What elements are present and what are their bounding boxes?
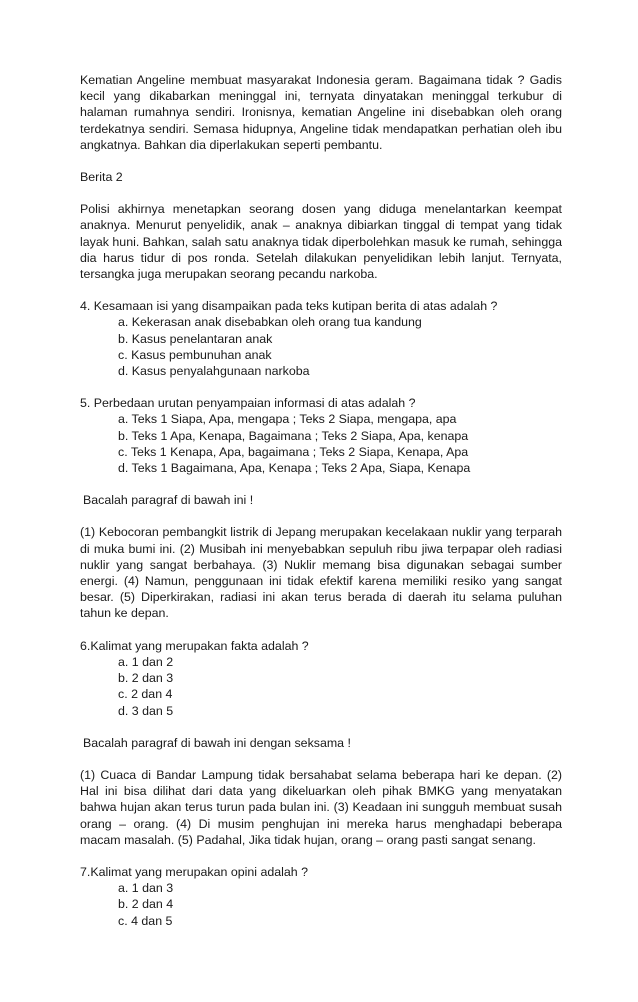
paragraph-1: (1) Kebocoran pembangkit listrik di Jepang merupakan kecelakaan nuklir yang terparah di muka bumi ini. (2) Musibah ini menyebabkan sepuluh ribu jiwa terpapar oleh radiasi nuklir yang sangat berbahaya. (3) Nuklir memang bisa digunakan sebagai sumber energi. (4) Namun, penggunaan ini tidak efektif karena memiliki resiko yang sangat besar. (5) Diperkirakan, radiasi ini akan terus berada di daerah itu selama puluhan tahun ke depan. [80,525,562,621]
question-7-options [80,880,562,929]
option: c. 2 dan 4 [118,687,173,702]
option: a. 1 dan 2 [118,654,174,669]
option: b. Kasus penelantaran anak [118,331,273,346]
question-4-options [80,314,562,379]
question-5-text: 5. Perbedaan urutan penyampaian informasi di atas adalah ? [80,396,416,411]
option: d. 3 dan 5 [118,703,174,718]
paragraph-2: (1) Cuaca di Bandar Lampung tidak bersahabat selama beberapa hari ke depan. (2) Hal ini bisa dilihat dari data yang dikeluarkan oleh pihak BMKG yang menyatakan bahwa hujan akan terus turun pada bulan ini. (3) Keadaan ini sungguh membuat susah orang – orang. (4) Di musim penghujan ini mereka harus menghadapi beberapa macam masalah. (5) Padahal, Jika tidak hujan, orang – orang pasti sangat senang. [80,767,562,847]
question-4 [80,298,562,379]
instruction-2: Bacalah paragraf di bawah ini dengan seksama ! [83,735,351,750]
instruction-1: Bacalah paragraf di bawah ini ! [83,493,254,508]
option: a. Teks 1 Siapa, Apa, mengapa ; Teks 2 Siapa, mengapa, apa [118,412,457,427]
option: b. 2 dan 3 [118,671,174,686]
option: c. Kasus pembunuhan anak [118,347,272,362]
question-5-options [80,411,562,476]
document-page [80,72,562,929]
berita2-heading: Berita 2 [80,170,123,185]
question-7-text: 7.Kalimat yang merupakan opini adalah ? [80,864,308,879]
option: a. Kekerasan anak disebabkan oleh orang tua kandung [118,315,422,330]
option: b. Teks 1 Apa, Kenapa, Bagaimana ; Teks 2 Siapa, Apa, kenapa [118,428,469,443]
question-6-options [80,654,562,719]
question-5 [80,395,562,476]
option: a. 1 dan 3 [118,881,174,896]
option: d. Teks 1 Bagaimana, Apa, Kenapa ; Teks 2 Apa, Siapa, Kenapa [118,461,471,476]
question-4-text: 4. Kesamaan isi yang disampaikan pada teks kutipan berita di atas adalah ? [80,299,498,314]
option: c. 4 dan 5 [118,913,173,928]
question-7 [80,864,562,929]
question-6-text: 6.Kalimat yang merupakan fakta adalah ? [80,638,309,653]
intro-paragraph: Kematian Angeline membuat masyarakat Indonesia geram. Bagaimana tidak ? Gadis kecil yang dikabarkan meninggal ini, ternyata dinyatakan meninggal terkubur di halaman rumahnya sendiri. Ironisnya, kematian Angeline ini disebabkan oleh orang terdekatnya sendiri. Semasa hidupnya, Angeline tidak mendapatkan perhatian oleh ibu angkatnya. Bahkan dia diperlakukan seperti pembantu. [80,73,562,152]
question-6 [80,638,562,719]
option: d. Kasus penyalahgunaan narkoba [118,364,310,379]
berita2-text: Polisi akhirnya menetapkan seorang dosen yang diduga menelantarkan keempat anaknya. Menurut penyelidik, anak – anaknya dibiarkan tinggal di tempat yang tidak layak huni. Bahkan, salah satu anaknya tidak diperbolehkan masuk ke rumah, sehingga dia harus tidur di pos ronda. Setelah dilakukan penyelidikan lebih lanjut. Ternyata, tersangka juga merupakan seorang pecandu narkoba. [80,202,562,282]
option: b. 2 dan 4 [118,897,174,912]
option: c. Teks 1 Kenapa, Apa, bagaimana ; Teks 2 Siapa, Kenapa, Apa [118,444,469,459]
